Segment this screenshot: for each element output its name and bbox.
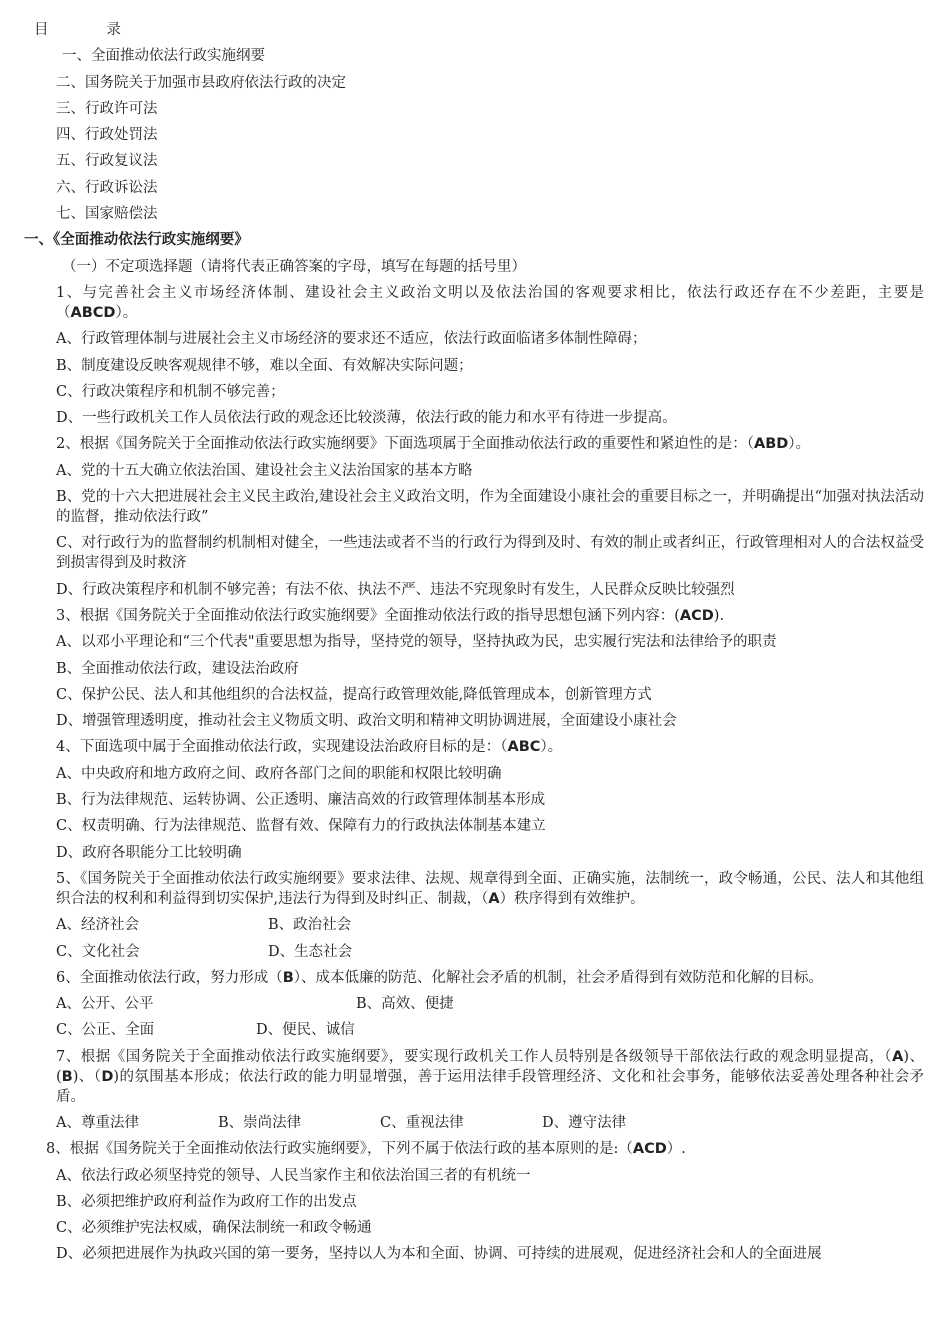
question-1 bbox=[24, 283, 924, 323]
answer: B bbox=[61, 1068, 73, 1085]
option: C、必须维护宪法权威，确保法制统一和政令畅通 bbox=[56, 1220, 372, 1237]
question-text: )的氛围基本形成；依法行政的能力明显增强，善于运用法律手段管理经济、文化和社会事务，能够依法妥善处理各种社会矛盾。 bbox=[56, 1068, 924, 1105]
option: D、增强管理透明度，推动社会主义物质文明、政治文明和精神文明协调进展，全面建设小康社会 bbox=[56, 713, 677, 730]
toc-item: 一、全面推动依法行政实施纲要 bbox=[62, 48, 265, 65]
question-3 bbox=[24, 606, 924, 626]
answer: ACD bbox=[632, 1141, 667, 1158]
option: B、党的十六大把进展社会主义民主政治,建设社会主义政治文明，作为全面建设小康社会的重要目标之一，并明确提出“加强对执法活动的监督，推动依法行政” bbox=[56, 489, 924, 526]
option: D、一些行政机关工作人员依法行政的观念还比较淡薄，依法行政的能力和水平有待进一步提高。 bbox=[56, 410, 677, 427]
option: A、经济社会 bbox=[56, 917, 139, 934]
option: A、公开、公平 bbox=[56, 996, 154, 1013]
toc-item: 四、行政处罚法 bbox=[56, 127, 158, 144]
option: C、重视法律 bbox=[380, 1114, 464, 1131]
toc-title bbox=[24, 20, 924, 40]
option: B、高效、便捷 bbox=[356, 996, 454, 1013]
toc-item: 七、国家赔偿法 bbox=[56, 206, 158, 223]
answer: A bbox=[488, 890, 500, 907]
option: D、行政决策程序和机制不够完善；有法不依、执法不严、违法不究现象时有发生，人民群众反映比较强烈 bbox=[56, 581, 735, 598]
option: D、遵守法律 bbox=[542, 1114, 627, 1131]
option: B、全面推动依法行政，建设法治政府 bbox=[56, 660, 299, 677]
question-8 bbox=[24, 1139, 924, 1159]
answer: ABCD bbox=[70, 304, 116, 321]
answer: ABC bbox=[507, 739, 541, 756]
question-text: ）秩序得到有效维护。 bbox=[499, 890, 645, 907]
question-text: 2、根据《国务院关于全面推动依法行政实施纲要》下面选项属于全面推动依法行政的重要性和紧迫性的是：（ bbox=[56, 436, 754, 453]
answer: ABD bbox=[753, 436, 789, 453]
question-text: ). bbox=[713, 607, 725, 624]
question-text: )、( bbox=[56, 1048, 924, 1085]
question-text: ）、成本低廉的防范、化解社会矛盾的机制，社会矛盾得到有效防范和化解的目标。 bbox=[293, 969, 824, 986]
question-text: 1、与完善社会主义市场经济体制、建设社会主义政治文明以及依法治国的客观要求相比，依法行政还存在不少差距，主要是（ bbox=[56, 284, 924, 321]
answer: D bbox=[101, 1068, 114, 1085]
option: C、文化社会 bbox=[56, 943, 140, 960]
question-5 bbox=[24, 869, 924, 909]
toc-title-char-2: 录 bbox=[106, 22, 121, 38]
option-row bbox=[24, 1113, 924, 1133]
question-text: 8、根据《国务院关于全面推动依法行政实施纲要》，下列不属于依法行政的基本原则的是:（ bbox=[46, 1141, 633, 1158]
option-row bbox=[24, 994, 924, 1014]
section-subheading: （一）不定项选择题（请将代表正确答案的字母，填写在每题的括号里） bbox=[62, 258, 526, 275]
question-text: 3、根据《国务院关于全面推动依法行政实施纲要》全面推动依法行政的指导思想包涵下列内容：( bbox=[56, 607, 680, 624]
option: C、公正、全面 bbox=[56, 1022, 155, 1039]
option: A、行政管理体制与进展社会主义市场经济的要求还不适应，依法行政面临诸多体制性障碍； bbox=[56, 331, 647, 348]
section-heading: 一、《全面推动依法行政实施纲要》 bbox=[24, 231, 249, 249]
option: C、保护公民、法人和其他组织的合法权益，提高行政管理效能,降低管理成本，创新管理方式 bbox=[56, 686, 652, 703]
toc-item: 五、行政复议法 bbox=[56, 153, 158, 170]
toc-item: 三、行政许可法 bbox=[56, 100, 158, 117]
option: B、崇尚法律 bbox=[218, 1114, 302, 1131]
toc-item: 二、国务院关于加强市县政府依法行政的决定 bbox=[56, 74, 346, 91]
option: D、必须把进展作为执政兴国的第一要务，坚持以人为本和全面、协调、可持续的进展观，促进经济社会和人的全面进展 bbox=[56, 1246, 822, 1263]
question-6 bbox=[24, 968, 924, 988]
answer: A bbox=[892, 1048, 904, 1065]
option: D、便民、诚信 bbox=[256, 1022, 355, 1039]
option: A、中央政府和地方政府之间、政府各部门之间的职能和权限比较明确 bbox=[56, 765, 502, 782]
option-row bbox=[24, 1020, 924, 1040]
question-text: ）. bbox=[666, 1141, 686, 1158]
option: A、尊重法律 bbox=[56, 1114, 139, 1131]
toc-title-char-1: 目 bbox=[34, 22, 49, 38]
answer: ACD bbox=[679, 607, 714, 624]
option-row bbox=[24, 942, 924, 962]
question-text: ）。 bbox=[115, 304, 138, 321]
option: D、政府各职能分工比较明确 bbox=[56, 844, 242, 861]
answer: B bbox=[282, 969, 294, 986]
option: B、政治社会 bbox=[268, 917, 352, 934]
question-text: 4、下面选项中属于全面推动依法行政，实现建设法治政府目标的是：（ bbox=[56, 739, 508, 756]
question-text: 7、根据《国务院关于全面推动依法行政实施纲要》，要实现行政机关工作人员特别是各级领导干部依法行政的观念明显提高，（ bbox=[56, 1048, 893, 1065]
option: C、行政决策程序和机制不够完善； bbox=[56, 383, 285, 400]
question-2 bbox=[24, 434, 924, 454]
option-row bbox=[24, 915, 924, 935]
question-7 bbox=[24, 1047, 924, 1107]
toc-item: 六、行政诉讼法 bbox=[56, 179, 158, 196]
option: D、生态社会 bbox=[268, 943, 353, 960]
option: A、依法行政必须坚持党的领导、人民当家作主和依法治国三者的有机统一 bbox=[56, 1167, 531, 1184]
question-text: 5、《国务院关于全面推动依法行政实施纲要》要求法律、法规、规章得到全面、正确实施，法制统一，政令畅通，公民、法人和其他组织合法的权利和利益得到切实保护,违法行为得到及时纠正、制裁，（ bbox=[56, 870, 924, 907]
option: B、行为法律规范、运转协调、公正透明、廉洁高效的行政管理体制基本形成 bbox=[56, 792, 546, 809]
option: B、必须把维护政府利益作为政府工作的出发点 bbox=[56, 1193, 357, 1210]
option: B、制度建设反映客观规律不够，难以全面、有效解决实际问题； bbox=[56, 357, 473, 374]
question-text: ）。 bbox=[788, 436, 811, 453]
option: C、权责明确、行为法律规范、监督有效、保障有力的行政执法体制基本建立 bbox=[56, 818, 546, 835]
question-4 bbox=[24, 737, 924, 757]
question-text: 6、全面推动依法行政，努力形成（ bbox=[56, 969, 283, 986]
question-text: ）。 bbox=[540, 739, 563, 756]
option: A、以邓小平理论和“三个代表"重要思想为指导，坚持党的领导，坚持执政为民，忠实履行宪法和法律给予的职责 bbox=[56, 634, 777, 651]
option: A、党的十五大确立依法治国、建设社会主义法治国家的基本方略 bbox=[56, 462, 473, 479]
option: C、对行政行为的监督制约机制相对健全，一些违法或者不当的行政行为得到及时、有效的制止或者纠正，行政管理相对人的合法权益受到损害得到及时救济 bbox=[56, 535, 924, 572]
question-text: )、（ bbox=[72, 1068, 102, 1085]
